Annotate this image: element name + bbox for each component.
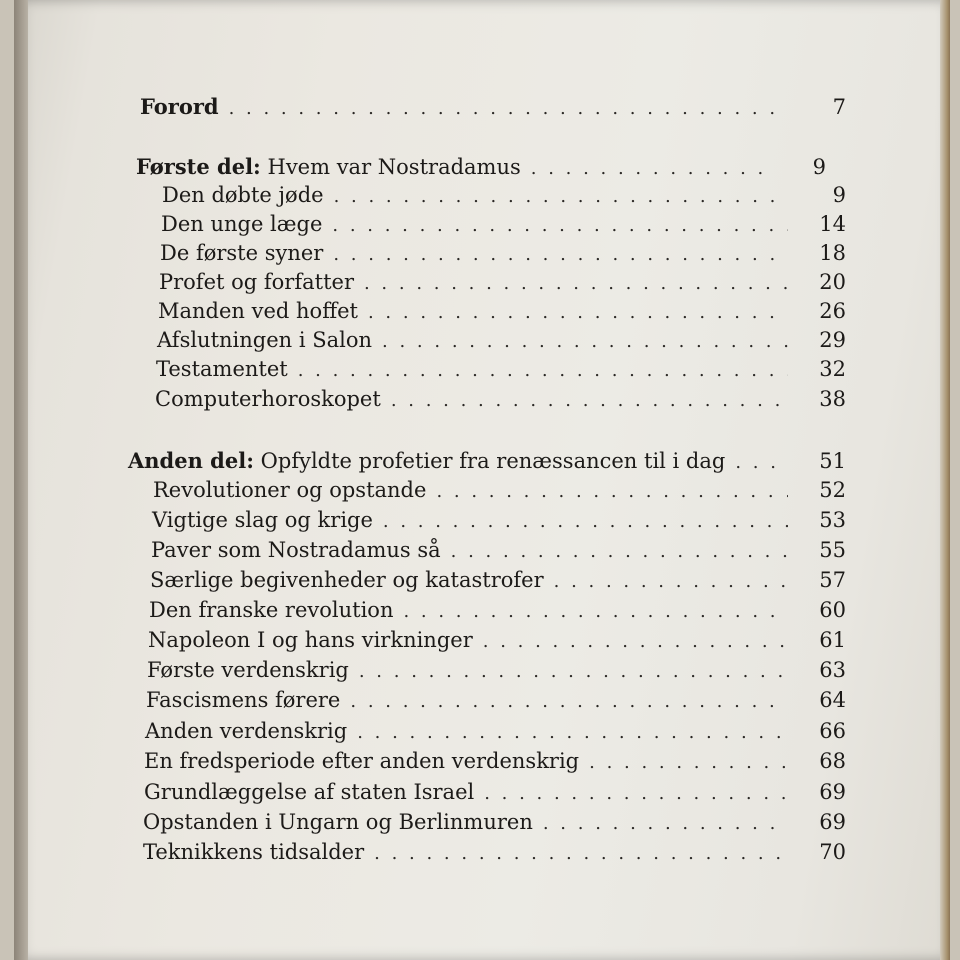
toc-page-number: 38 <box>819 387 846 411</box>
toc-entry <box>158 301 846 322</box>
dot-leader <box>589 754 788 772</box>
toc-entry <box>156 359 846 380</box>
dot-leader <box>436 483 788 501</box>
toc-entry <box>144 782 846 803</box>
toc-label: Opstanden i Ungarn og Berlinmuren <box>143 810 533 834</box>
toc-entry <box>150 570 846 591</box>
toc-label: Paver som Nostradamus så <box>151 538 441 562</box>
dot-leader <box>382 333 788 351</box>
toc-entry <box>147 660 846 681</box>
toc-part-heading-1 <box>136 156 826 178</box>
toc-page-number: 68 <box>819 749 846 773</box>
dot-leader <box>298 362 788 380</box>
toc-page-number: 7 <box>832 95 846 119</box>
toc-page-number: 9 <box>812 155 826 179</box>
dot-leader <box>350 693 788 711</box>
toc-page-number: 61 <box>819 628 846 652</box>
toc-page-number: 69 <box>819 810 846 834</box>
toc-page-number: 63 <box>819 658 846 682</box>
toc-page-number: 29 <box>819 328 846 352</box>
dot-leader <box>554 573 788 591</box>
toc-entry <box>148 630 846 651</box>
toc-label: Særlige begivenheder og katastrofer <box>150 568 544 592</box>
toc-entry <box>162 185 846 206</box>
dot-leader <box>332 217 788 235</box>
toc-entry <box>145 721 846 742</box>
toc-label: Profet og forfatter <box>159 270 354 294</box>
toc-label: Revolutioner og opstande <box>153 478 427 502</box>
toc-entry <box>159 272 846 293</box>
dot-leader <box>391 392 788 410</box>
toc-entry <box>155 389 846 410</box>
toc-label: Første verdenskrig <box>147 658 349 682</box>
part-number: Første del: <box>136 154 261 179</box>
dot-leader <box>403 603 788 621</box>
toc-page-number: 57 <box>819 568 846 592</box>
dot-leader <box>451 543 788 561</box>
dot-leader <box>229 100 788 118</box>
part-title: Opfyldte profetier fra renæssancen til i dag <box>260 449 726 473</box>
dot-leader <box>333 246 788 264</box>
toc-page-number: 14 <box>819 212 846 236</box>
toc-page-number: 64 <box>819 688 846 712</box>
toc-label: Teknikkens tidsalder <box>143 840 365 864</box>
toc-entry <box>151 540 846 561</box>
toc-entry <box>143 812 846 833</box>
dot-leader <box>735 454 788 472</box>
toc-label: Den døbte jøde <box>162 183 324 207</box>
toc-entry <box>144 751 846 772</box>
toc-entry <box>160 243 846 264</box>
toc-entry <box>152 510 846 531</box>
toc-label: Den franske revolution <box>149 598 394 622</box>
toc-label: Grundlæggelse af staten Israel <box>144 780 475 804</box>
toc-page-number: 51 <box>819 449 846 473</box>
toc-label: Manden ved hoffet <box>158 299 358 323</box>
toc-page-number: 55 <box>819 538 846 562</box>
toc-page-number: 66 <box>819 719 846 743</box>
dot-leader <box>364 275 788 293</box>
toc-page-number: 20 <box>819 270 846 294</box>
dot-leader <box>531 160 768 178</box>
toc-page-number: 60 <box>819 598 846 622</box>
toc-page-number: 69 <box>819 780 846 804</box>
toc-page-number: 9 <box>832 183 846 207</box>
dot-leader <box>334 188 788 206</box>
toc-entry <box>146 690 846 711</box>
toc-label: Anden verdenskrig <box>145 719 348 743</box>
dot-leader <box>359 663 788 681</box>
toc-entry <box>157 330 846 351</box>
toc-entry-forord <box>140 96 846 118</box>
toc-label: De første syner <box>160 241 324 265</box>
toc-page-number: 70 <box>819 840 846 864</box>
toc-label: Napoleon I og hans virkninger <box>148 628 473 652</box>
toc-page-number: 52 <box>819 478 846 502</box>
dot-leader <box>483 633 788 651</box>
toc-part-heading-2 <box>128 450 846 472</box>
part-title: Hvem var Nostradamus <box>267 155 521 179</box>
dot-leader <box>374 845 788 863</box>
toc-page-number: 32 <box>819 357 846 381</box>
toc-label: Computerhoroskopet <box>155 387 381 411</box>
toc-label: Den unge læge <box>161 212 323 236</box>
toc-entry <box>153 480 846 501</box>
dot-leader <box>357 724 788 742</box>
toc-page-number: 26 <box>819 299 846 323</box>
dot-leader <box>368 304 788 322</box>
toc-page-number: 53 <box>819 508 846 532</box>
toc-label: Fascismens førere <box>146 688 341 712</box>
toc-label: Afslutningen i Salon <box>157 328 373 352</box>
toc-page-number: 18 <box>819 241 846 265</box>
part-number: Anden del: <box>128 448 254 473</box>
toc-entry <box>143 842 846 863</box>
toc-label: En fredsperiode efter anden verdenskrig <box>144 749 580 773</box>
dot-leader <box>383 513 788 531</box>
dot-leader <box>484 785 788 803</box>
toc-label: Forord <box>140 94 219 119</box>
toc-entry <box>161 214 846 235</box>
toc-label: Testamentet <box>156 357 288 381</box>
toc-label: Vigtige slag og krige <box>152 508 373 532</box>
dot-leader <box>543 815 788 833</box>
toc-entry <box>149 600 846 621</box>
